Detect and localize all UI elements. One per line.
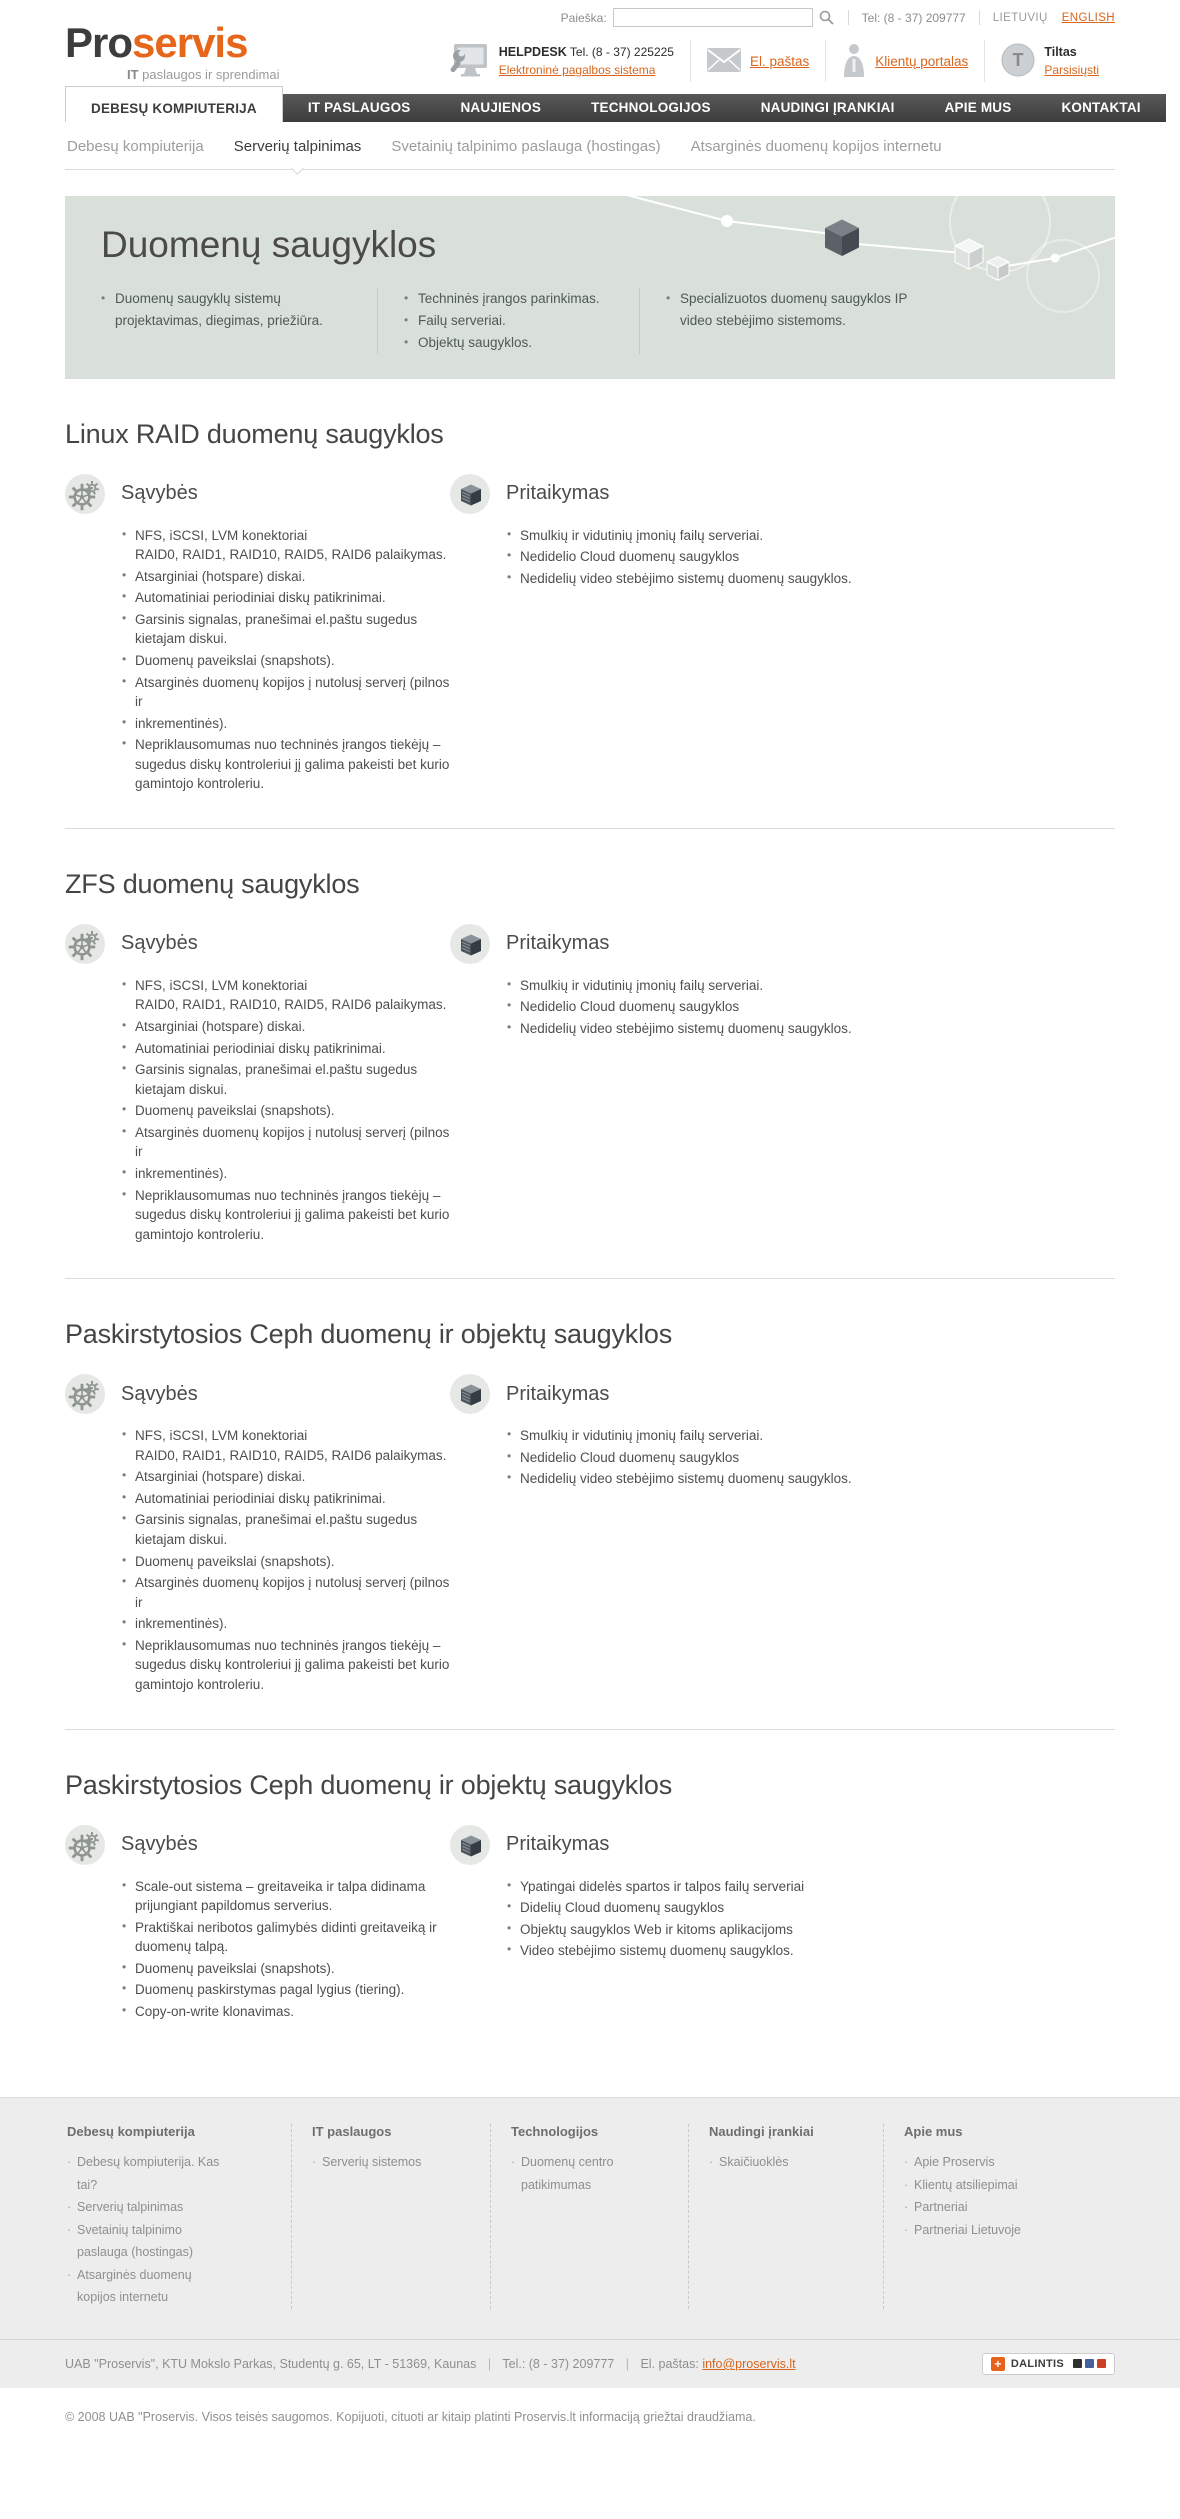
helpdesk-link[interactable]: Elektroninė pagalbos sistema (498, 63, 656, 78)
storage-server-icon (450, 474, 490, 514)
copyright-area (0, 2388, 1180, 2519)
footer-link-klient-atsiliepimai[interactable]: Klientų atsiliepimai (914, 2177, 1018, 2192)
client-portal-link[interactable]: Klientų portalas (875, 53, 969, 69)
column-header (450, 924, 1115, 964)
list-item: • Nepriklausomumas nuo techninės įrangos tiekėjų – sugedus diskų kontroleriui jį galima pakeisti bet kurio gamintojo kontroleriu. (122, 1636, 450, 1695)
list-item: • Garsinis signalas, pranešimai el.paštu sugedus kietajam diskui. (122, 1510, 450, 1549)
banner-bullet: • Failų serveriai. (404, 310, 621, 332)
storage-server-icon (450, 1825, 490, 1865)
list-item: • Atsarginiai (hotspare) diskai. (122, 1017, 450, 1037)
logo-tagline-rest: paslaugos ir sprendimai (138, 67, 280, 82)
storage-server-icon (450, 924, 490, 964)
nav-tab-naujienos[interactable]: NAUJIENOS (460, 100, 542, 115)
header-phone: Tel: (8 - 37) 209777 (861, 10, 966, 25)
bullet-list (65, 976, 450, 1244)
footer-column-debes-kompiuterija (65, 2124, 291, 2309)
column-title: Sąvybės (121, 932, 198, 955)
search-icon[interactable] (818, 9, 835, 26)
section-1-linux-raid-duomen-saugyklos (65, 378, 1115, 828)
list-item: • inkrementinės). (122, 1164, 450, 1184)
footer-phone: Tel.: (8 - 37) 209777 (502, 2356, 615, 2371)
separator (979, 10, 980, 25)
banner-bullet: • Objektų saugyklos. (404, 332, 621, 354)
helpdesk-monitor-icon (448, 41, 490, 82)
helpdesk-title: HELPDESK (498, 44, 567, 59)
list-item: • Smulkių ir vidutinių įmonių failų serveriai. (507, 1426, 937, 1446)
list-item: • Smulkių ir vidutinių įmonių failų serveriai. (507, 976, 937, 996)
features-column (65, 474, 450, 796)
list-item: • Smulkių ir vidutinių įmonių failų serveriai. (507, 526, 937, 546)
section-title: Paskirstytosios Ceph duomenų ir objektų saugyklos (65, 1769, 673, 1800)
footer-link-item (67, 2264, 232, 2309)
bullet-list (450, 1877, 1115, 1961)
footer-column-it-paslaugos (291, 2124, 490, 2309)
bullet-list (65, 1426, 450, 1694)
bullet-list (65, 526, 450, 794)
footer-column-apie-mus (883, 2124, 1115, 2309)
share-widget[interactable] (982, 2353, 1115, 2375)
subnav-item-debes-kompiuterija[interactable]: Debesų kompiuterija (67, 138, 204, 155)
search-bar (561, 8, 1115, 27)
nav-tab-it-paslaugos[interactable]: IT PASLAUGOS (307, 100, 411, 115)
section-2-zfs-duomen-saugyklos (65, 828, 1115, 1278)
svg-text:T: T (1012, 49, 1024, 70)
header-right (432, 8, 1115, 82)
hero-banner (65, 196, 1115, 378)
bullet-list (450, 976, 1115, 1039)
footer-column-header: IT paslaugos (312, 2124, 392, 2140)
list-item: • Atsarginės duomenų kopijos į nutolusį serverį (pilnos ir (122, 1123, 450, 1162)
section-title: ZFS duomenų saugyklos (65, 868, 360, 899)
footer-column-header: Debesų kompiuterija (67, 2124, 195, 2140)
applications-column (450, 1374, 1115, 1696)
gears-icon (65, 924, 105, 964)
footer-email-label: El. paštas: (640, 2356, 699, 2371)
list-item: • inkrementinės). (122, 714, 450, 734)
column-title: Sąvybės (121, 482, 198, 505)
section-title: Linux RAID duomenų saugyklos (65, 418, 444, 449)
subnav-item-svetaini-talpinimo-paslauga-hostingas[interactable]: Svetainių talpinimo paslauga (hostingas) (391, 138, 661, 155)
nav-tab-apie-mus[interactable]: APIE MUS (944, 100, 1012, 115)
footer-link-debes-kompiuterija-kas-tai[interactable]: Debesų kompiuterija. Kas tai? (77, 2155, 220, 2192)
nav-tab-naudingi-rankiai[interactable]: NAUDINGI ĮRANKIAI (760, 100, 895, 115)
section-4-paskirstytosios-ceph-duomen-ir-objekt-saugyklos (65, 1729, 1115, 2056)
header (65, 0, 1115, 82)
copyright: © 2008 UAB "Proservis. Visos teisės saugomos. Kopijuoti, cituoti ar kitaip platinti Proservis.lt informaciją griežtai draudžiama. (65, 2409, 756, 2424)
helpdesk-text (499, 43, 674, 80)
list-item: • Duomenų paveikslai (snapshots). (122, 651, 450, 671)
footer-link-item (904, 2174, 1069, 2197)
list-item: • Nedidelių video stebėjimo sistemų duomenų saugyklos. (507, 1019, 937, 1039)
column-header (450, 1825, 1115, 1865)
address-text: UAB "Proservis", KTU Mokslo Parkas, Studentų g. 65, LT - 51369, Kaunas (65, 2356, 477, 2371)
gears-icon (65, 474, 105, 514)
footer-link-item (67, 2151, 232, 2196)
footer-link-item (67, 2219, 232, 2264)
sub-nav-wrap (65, 138, 1115, 170)
logo-text-servis: servis (132, 19, 248, 66)
list-item: • Nedidelių video stebėjimo sistemų duomenų saugyklos. (507, 1469, 937, 1489)
list-item: • Nepriklausomumas nuo techninės įrangos tiekėjų – sugedus diskų kontroleriui jį galima pakeisti bet kurio gamintojo kontroleriu. (122, 735, 450, 794)
footer-column-header: Naudingi įrankiai (709, 2124, 814, 2140)
lang-lietuviu[interactable]: LIETUVIŲ (992, 11, 1048, 24)
column-header (65, 474, 450, 514)
nav-tab-debes-kompiuterija[interactable]: DEBESŲ KOMPIUTERIJA (65, 86, 283, 122)
list-item: • Copy-on-write klonavimas. (122, 2002, 450, 2022)
logo-tagline-bold: IT (127, 67, 139, 82)
features-column (65, 1374, 450, 1696)
list-item: • Atsarginės duomenų kopijos į nutolusį serverį (pilnos ir (122, 673, 450, 712)
logo-text-pro: Pro (65, 19, 133, 66)
banner-column-3 (639, 288, 939, 354)
search-input[interactable] (613, 8, 813, 27)
footer-link-item (511, 2151, 676, 2196)
footer (0, 2097, 1180, 2388)
list-item: • Nedidelio Cloud duomenų saugyklos (507, 1448, 937, 1468)
separator: | (625, 2356, 629, 2371)
list-item: • Duomenų paveikslai (snapshots). (122, 1959, 450, 1979)
list-item: • Nedidelio Cloud duomenų saugyklos (507, 547, 937, 567)
list-item: • Duomenų paveikslai (snapshots). (122, 1101, 450, 1121)
footer-link-skai-iuokl-s[interactable]: Skaičiuoklės (719, 2155, 789, 2170)
list-item: • NFS, iSCSI, LVM konektoriai RAID0, RAID1, RAID10, RAID5, RAID6 palaikymas. (122, 1426, 450, 1465)
list-item: • Nedidelio Cloud duomenų saugyklos (507, 997, 937, 1017)
column-title: Sąvybės (121, 1833, 198, 1856)
social-icon[interactable] (1097, 2359, 1106, 2368)
list-item: • Duomenų paskirstymas pagal lygius (tiering). (122, 1980, 450, 2000)
list-item: • Ypatingai didelės spartos ir talpos failų serveriai (507, 1877, 937, 1897)
subnav-item-atsargin-s-duomen-kopijos-internetu[interactable]: Atsarginės duomenų kopijos internetu (690, 138, 942, 155)
social-icon[interactable] (1073, 2359, 1082, 2368)
logo-text (65, 19, 279, 66)
tiltas-text (1044, 43, 1099, 80)
email-link[interactable]: El. paštas (749, 53, 810, 69)
section-title: Paskirstytosios Ceph duomenų ir objektų saugyklos (65, 1319, 673, 1350)
list-item: • Nepriklausomumas nuo techninės įrangos tiekėjų – sugedus diskų kontroleriui jį galima pakeisti bet kurio gamintojo kontroleriu. (122, 1186, 450, 1245)
section-3-paskirstytosios-ceph-duomen-ir-objekt-saugyklos (65, 1278, 1115, 1728)
list-item: • Automatiniai periodiniai diskų patikrinimai. (122, 1039, 450, 1059)
list-item: • Atsarginiai (hotspare) diskai. (122, 1467, 450, 1487)
nav-tab-kontaktai[interactable]: KONTAKTAI (1061, 100, 1141, 115)
column-header (65, 1374, 450, 1414)
helpdesk-phone: Tel. (8 - 37) 225225 (569, 44, 674, 59)
footer-link-item (904, 2219, 1069, 2242)
quick-links (432, 40, 1115, 82)
footer-link-atsargin-s-duomen-kopijos-internetu[interactable]: Atsarginės duomenų kopijos internetu (77, 2267, 192, 2305)
footer-link-item (709, 2151, 873, 2174)
tiltas-icon (1001, 43, 1035, 80)
footer-column-header: Apie mus (904, 2124, 963, 2140)
column-title: Pritaikymas (506, 1833, 610, 1856)
banner-bullet: • Duomenų saugyklų sistemų projektavimas, diegimas, priežiūra. (101, 288, 359, 332)
list-item: • Garsinis signalas, pranešimai el.paštu sugedus kietajam diskui. (122, 610, 450, 649)
logo[interactable] (65, 8, 279, 82)
footer-link-item (67, 2196, 232, 2219)
page-title: Duomenų saugyklos (101, 224, 437, 265)
footer-link-serveri-sistemos[interactable]: Serverių sistemos (322, 2155, 422, 2170)
footer-link-item (904, 2196, 1069, 2219)
client-portal-block (825, 40, 984, 82)
helpdesk-block (432, 40, 690, 82)
logo-tagline (127, 67, 279, 82)
gears-icon (65, 1374, 105, 1414)
list-item: • NFS, iSCSI, LVM konektoriai RAID0, RAID1, RAID10, RAID5, RAID6 palaikymas. (122, 526, 450, 565)
bullet-list (450, 1426, 1115, 1489)
share-plus-icon: + (991, 2357, 1005, 2371)
list-item: • Duomenų paveikslai (snapshots). (122, 1552, 450, 1572)
footer-link-serveri-talpinimas[interactable]: Serverių talpinimas (77, 2200, 184, 2215)
column-title: Pritaikymas (506, 482, 610, 505)
column-header (65, 1825, 450, 1865)
storage-server-icon (450, 1374, 490, 1414)
column-title: Pritaikymas (506, 932, 610, 955)
list-item: • Automatiniai periodiniai diskų patikrinimai. (122, 588, 450, 608)
banner-bullet: • Specializuotos duomenų saugyklos IP video stebėjimo sistemoms. (666, 288, 921, 332)
bullet-list (65, 1877, 450, 2022)
active-tab-notch (291, 162, 304, 175)
features-column (65, 924, 450, 1246)
list-item: • Praktiškai neribotos galimybės didinti greitaveiką ir duomenų talpą. (122, 1918, 450, 1957)
bullet-list (450, 526, 1115, 589)
lang-english[interactable]: ENGLISH (1061, 11, 1115, 24)
subnav-divider (65, 169, 1115, 170)
list-item: • Atsarginiai (hotspare) diskai. (122, 567, 450, 587)
list-item: • Video stebėjimo sistemų duomenų saugyklos. (507, 1941, 937, 1961)
banner-columns (101, 288, 1115, 354)
tiltas-title: Tiltas (1044, 44, 1077, 59)
column-title: Sąvybės (121, 1382, 198, 1405)
footer-link-apie-proservis[interactable]: Apie Proservis (914, 2155, 995, 2170)
main-content (65, 378, 1115, 2056)
footer-column-technologijos (490, 2124, 688, 2309)
footer-columns (65, 2098, 1115, 2339)
tiltas-block (984, 40, 1115, 82)
tiltas-download-link[interactable]: Parsisiųsti (1044, 63, 1099, 78)
footer-link-svetaini-talpinimo-paslauga-hostingas[interactable]: Svetainių talpinimo paslauga (hostingas) (77, 2222, 194, 2260)
share-social-icons (1073, 2359, 1106, 2368)
share-label: DALINTIS (1010, 2357, 1064, 2370)
list-item: • NFS, iSCSI, LVM konektoriai RAID0, RAID1, RAID10, RAID5, RAID6 palaikymas. (122, 976, 450, 1015)
email-block (690, 40, 825, 82)
nav-tab-technologijos[interactable]: TECHNOLOGIJOS (591, 100, 711, 115)
footer-link-item (312, 2151, 477, 2174)
gears-icon (65, 1825, 105, 1865)
footer-link-duomen-centro-patikimumas[interactable]: Duomenų centro patikimumas (521, 2155, 614, 2192)
applications-column (450, 1825, 1115, 2024)
column-header (450, 474, 1115, 514)
footer-link-item (904, 2151, 1069, 2174)
banner-column-1 (101, 288, 377, 354)
search-label: Paieška: (560, 10, 607, 25)
features-column (65, 1825, 450, 2024)
column-header (65, 924, 450, 964)
list-item: • Garsinis signalas, pranešimai el.paštu sugedus kietajam diskui. (122, 1060, 450, 1099)
list-item: • Nedidelių video stebėjimo sistemų duomenų saugyklos. (507, 569, 937, 589)
footer-link-partneriai[interactable]: Partneriai (914, 2200, 968, 2215)
list-item: • inkrementinės). (122, 1614, 450, 1634)
applications-column (450, 474, 1115, 796)
applications-column (450, 924, 1115, 1246)
footer-link-partneriai-lietuvoje[interactable]: Partneriai Lietuvoje (914, 2222, 1022, 2237)
envelope-icon (707, 48, 741, 75)
footer-bottom-bar (0, 2339, 1180, 2388)
footer-email-link[interactable]: info@proservis.lt (702, 2356, 796, 2371)
column-header (450, 1374, 1115, 1414)
banner-column-2 (377, 288, 639, 354)
company-address (65, 2357, 796, 2371)
list-item: • Automatiniai periodiniai diskų patikrinimai. (122, 1489, 450, 1509)
footer-column-header: Technologijos (511, 2124, 599, 2140)
column-title: Pritaikymas (506, 1382, 610, 1405)
footer-column-naudingi-rankiai (688, 2124, 883, 2309)
list-item: • Objektų saugyklos Web ir kitoms aplikacijoms (507, 1920, 937, 1940)
separator (848, 10, 849, 25)
separator: | (487, 2356, 492, 2371)
subnav-item-serveri-talpinimas[interactable]: Serverių talpinimas (233, 138, 362, 155)
list-item: • Didelių Cloud duomenų saugyklos (507, 1898, 937, 1918)
banner-bullet: • Techninės įrangos parinkimas. (404, 288, 621, 310)
user-icon (842, 43, 866, 80)
list-item: • Atsarginės duomenų kopijos į nutolusį serverį (pilnos ir (122, 1573, 450, 1612)
main-nav (65, 94, 1166, 122)
sub-nav (65, 138, 1115, 155)
list-item: • Scale-out sistema – greitaveika ir talpa didinama prijungiant papildomus serverius. (122, 1877, 450, 1916)
social-icon[interactable] (1085, 2359, 1094, 2368)
